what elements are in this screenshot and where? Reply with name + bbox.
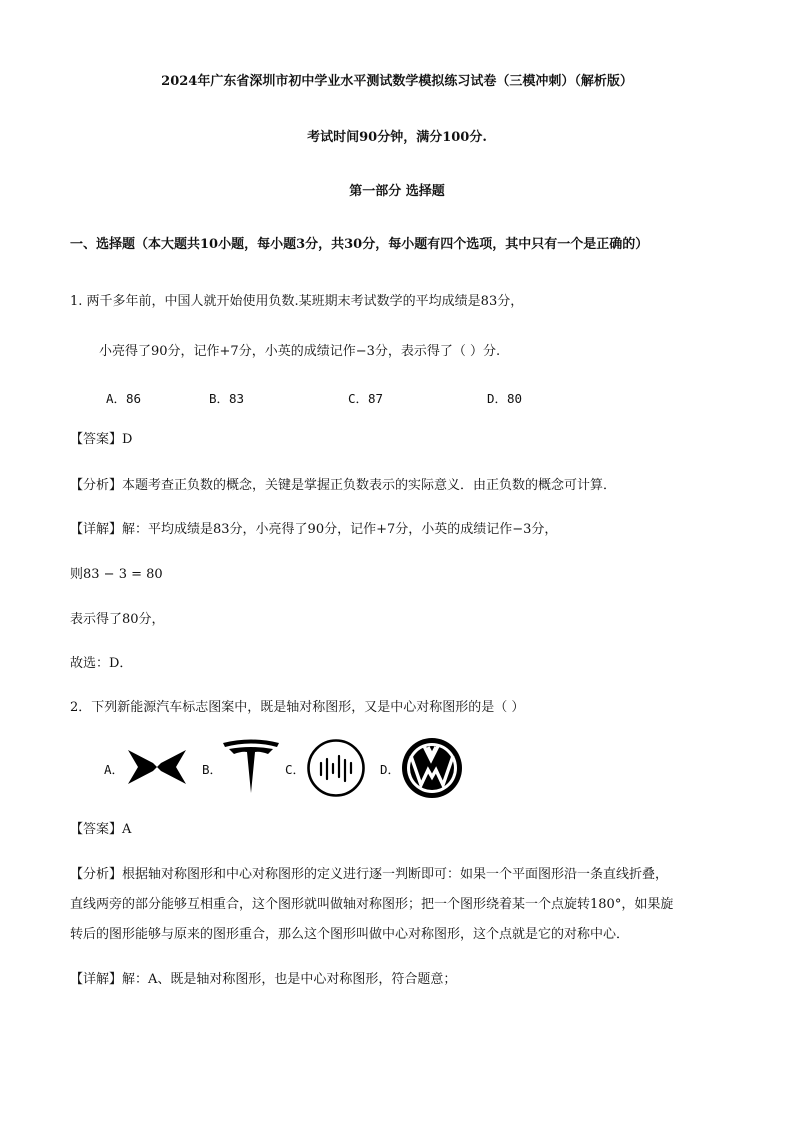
page-title: 2024年广东省深圳市初中学业水平测试数学模拟练习试卷（三模冲刺）（解析版）	[161, 74, 633, 89]
q2-option-b-label: B．	[202, 762, 223, 777]
q1-answer: 【答案】D	[70, 432, 133, 447]
q1-option-a: A．86	[106, 391, 142, 406]
volkswagen-logo-icon	[401, 737, 463, 799]
nio-wave-logo-icon	[306, 738, 366, 798]
tesla-logo-icon	[222, 738, 280, 794]
q1-result: 表示得了80分，	[70, 612, 165, 627]
q1-option-d: D．80	[487, 391, 523, 406]
q1-analysis: 【分析】本题考查正负数的概念，关键是掌握正负数表示的实际意义．由正负数的概念可计算．	[70, 478, 617, 493]
q2-analysis-line-1: 【分析】根据轴对称图形和中心对称图形的定义进行逐一判断即可：如果一个平面图形沿一条直线折叠，	[70, 867, 669, 882]
q2-option-a-label: A．	[104, 762, 125, 777]
q2-analysis-line-2: 直线两旁的部分能够互相重合，这个图形就叫做轴对称图形；把一个图形绕着某一个点旋转180°，如果旋	[70, 897, 674, 912]
xpeng-logo-icon	[126, 747, 188, 787]
exam-info: 考试时间90分钟，满分100分.	[307, 130, 487, 145]
q1-calculation: 则83 − 3 = 80	[70, 567, 163, 582]
section-heading: 一、选择题（本大题共10小题，每小题3分，共30分，每小题有四个选项，其中只有一个是正确的）	[70, 237, 649, 252]
q2-analysis-line-3: 转后的图形能够与原来的图形重合，那么这个图形叫做中心对称图形，这个点就是它的对称中心．	[70, 927, 630, 942]
q2-option-c-label: C．	[285, 762, 306, 777]
part-heading: 第一部分 选择题	[349, 184, 445, 199]
question-2-stem: 2．下列新能源汽车标志图案中，既是轴对称图形，又是中心对称图形的是（ ）	[70, 700, 525, 715]
q1-option-c: C．87	[348, 391, 384, 406]
q2-detail: 【详解】解：A、既是轴对称图形，也是中心对称图形，符合题意；	[70, 972, 457, 987]
q1-detail: 【详解】解：平均成绩是83分，小亮得了90分，记作+7分，小英的成绩记作−3分，	[70, 522, 558, 537]
q2-answer: 【答案】A	[70, 822, 132, 837]
q1-option-b: B．83	[209, 391, 245, 406]
question-1-stem: 1. 两千多年前，中国人就开始使用负数.某班期末考试数学的平均成绩是83分，	[70, 294, 524, 309]
q1-choice: 故选：D．	[70, 656, 133, 671]
q2-option-d-label: D．	[380, 762, 401, 777]
question-1-stem-cont: 小亮得了90分，记作+7分，小英的成绩记作−3分，表示得了（ ）分.	[99, 344, 501, 359]
